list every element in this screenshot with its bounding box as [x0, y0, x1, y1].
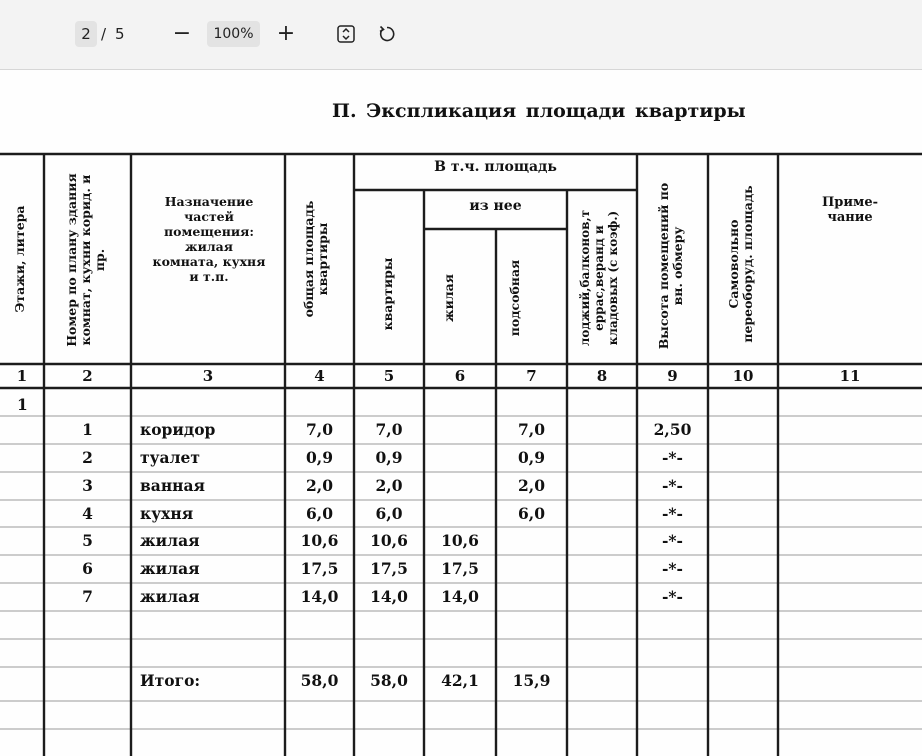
room-purpose: жилая: [140, 587, 200, 606]
room-apartment-area: 6,0: [375, 504, 403, 523]
zoom-out-button[interactable]: −: [172, 21, 192, 46]
room-number: 3: [82, 476, 93, 495]
total-apartment-sum: 58,0: [370, 671, 408, 690]
fit-page-icon: [336, 24, 356, 44]
room-living-area: 14,0: [441, 587, 479, 606]
header-auxiliary: подсобная: [507, 259, 522, 337]
room-height: -*-: [662, 559, 683, 578]
total-label: Итого:: [140, 671, 201, 690]
zoom-in-button[interactable]: +: [276, 21, 296, 46]
page-total: 5: [115, 25, 125, 43]
document-page: [0, 69, 922, 756]
col-number: 10: [732, 367, 754, 385]
room-apartment-area: 14,0: [370, 587, 408, 606]
rotate-button[interactable]: [377, 24, 397, 44]
room-purpose: кухня: [140, 504, 194, 523]
fit-page-button[interactable]: [336, 24, 356, 44]
col-number: 1: [16, 367, 28, 385]
room-aux-area: 0,9: [518, 448, 545, 467]
room-purpose: жилая: [140, 531, 200, 550]
header-note: Приме- чание: [822, 195, 878, 225]
room-total-area: 6,0: [306, 504, 333, 523]
header-loggia: лоджий,балконов,т еррас,веранд и кладовых (с коэф.): [578, 209, 620, 347]
header-of-it: из нее: [469, 198, 522, 214]
header-living: жилая: [441, 273, 456, 323]
room-height: -*-: [662, 531, 683, 550]
room-height: -*-: [662, 476, 683, 495]
room-number: 6: [82, 559, 93, 578]
zoom-level[interactable]: 100%: [207, 21, 260, 47]
col-number: 11: [839, 367, 861, 385]
room-apartment-area: 17,5: [370, 559, 408, 578]
col-number: 3: [202, 367, 214, 385]
room-number: 4: [82, 504, 93, 523]
header-room-number: Номер по плану здания комнат, кухни корид. и пр.: [64, 173, 107, 347]
total-living-sum: 42,1: [441, 671, 479, 690]
header-unauthorized-area: Самовольно переоборуд. площадь: [726, 185, 755, 343]
room-height: 2,50: [653, 420, 692, 439]
col-number: 6: [454, 367, 466, 385]
header-apartment: квартиры: [380, 257, 395, 331]
room-total-area: 17,5: [300, 559, 339, 578]
header-room-height: Высота помещений по вн. обмеру: [656, 182, 685, 350]
room-height: -*-: [662, 587, 683, 606]
document-title: П. Экспликация площади квартиры: [332, 100, 746, 122]
viewer-toolbar: [0, 0, 922, 68]
page-separator: /: [101, 25, 107, 43]
room-living-area: 17,5: [441, 559, 479, 578]
col-number: 7: [526, 367, 537, 385]
col-number: 9: [667, 367, 678, 385]
floor-label: 1: [17, 395, 28, 414]
room-purpose: коридор: [140, 420, 216, 439]
col-number: 5: [383, 367, 395, 385]
room-total-area: 2,0: [306, 476, 333, 495]
header-including-area: В т.ч. площадь: [434, 159, 557, 175]
header-total-area: общая площадь квартиры: [301, 200, 330, 318]
room-total-area: 0,9: [306, 448, 333, 467]
room-living-area: 10,6: [441, 531, 479, 550]
room-number: 2: [82, 448, 93, 467]
header-purpose: Назначение частей помещения: жилая комната, кухня и т.п.: [152, 194, 266, 284]
room-purpose: жилая: [140, 559, 200, 578]
room-number: 1: [82, 420, 93, 439]
room-aux-area: 7,0: [518, 420, 545, 439]
room-aux-area: 6,0: [518, 504, 545, 523]
total-aux-sum: 15,9: [512, 671, 551, 690]
room-total-area: 7,0: [306, 420, 333, 439]
rotate-icon: [377, 24, 397, 44]
room-aux-area: 2,0: [518, 476, 545, 495]
room-apartment-area: 7,0: [375, 420, 403, 439]
room-purpose: ванная: [140, 476, 205, 495]
room-total-area: 10,6: [300, 531, 339, 550]
header-floor: Этажи, литера: [12, 205, 27, 313]
room-total-area: 14,0: [300, 587, 339, 606]
room-height: -*-: [662, 504, 683, 523]
room-apartment-area: 0,9: [375, 448, 403, 467]
room-purpose: туалет: [140, 448, 200, 467]
room-apartment-area: 2,0: [375, 476, 403, 495]
room-apartment-area: 10,6: [370, 531, 408, 550]
page-number-input[interactable]: 2: [75, 21, 97, 47]
col-number: 2: [82, 367, 93, 385]
col-number: 8: [596, 367, 608, 385]
room-height: -*-: [662, 448, 683, 467]
total-area-sum: 58,0: [300, 671, 339, 690]
room-number: 5: [82, 531, 93, 550]
room-number: 7: [82, 587, 93, 606]
col-number: 4: [314, 367, 325, 385]
